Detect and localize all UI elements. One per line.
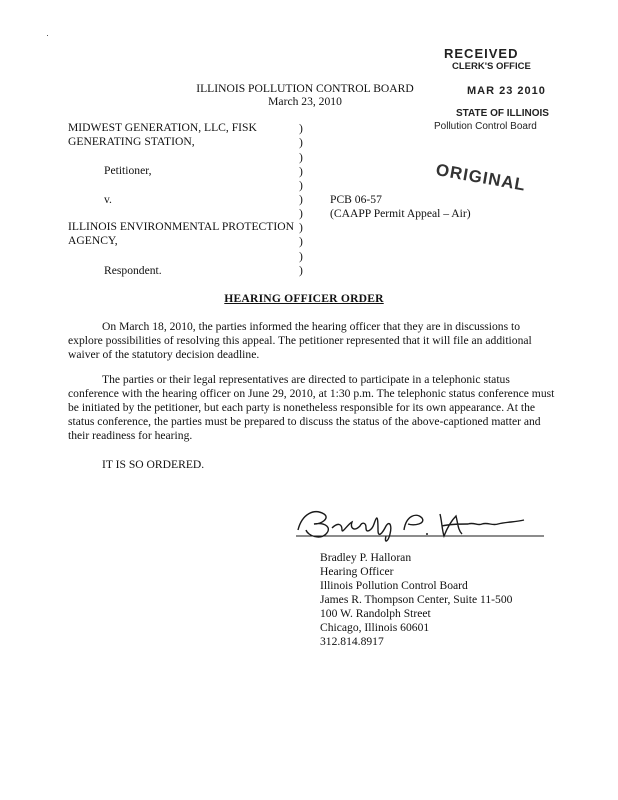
handwritten-signature [292,500,548,544]
paragraph-3 [68,458,555,472]
caption-paren: ) [299,165,303,178]
received-stamp-state: STATE OF ILLINOIS [456,108,549,119]
caption-paren: ) [299,264,303,277]
respondent-line2: AGENCY, [68,234,118,247]
respondent-role: Respondent. [104,264,162,277]
case-type: (CAAPP Permit Appeal – Air) [330,207,471,220]
signer-city: Chicago, Illinois 60601 [320,621,430,634]
original-stamp: ORIGINAL [434,160,528,195]
caption-paren: ) [299,151,303,164]
caption-paren: ) [299,179,303,192]
paragraph-1-text: On March 18, 2010, the parties informed the hearing officer that they are in discussions to explore possibilities of resolving this appeal. The petitioner represented that it will file an additional waiver of the statutory decision deadline. [68,320,532,361]
received-stamp-clerk: CLERK'S OFFICE [452,61,531,72]
petitioner-line2: GENERATING STATION, [68,135,195,148]
scan-speck [47,35,48,36]
paragraph-1 [68,320,555,362]
signer-org: Illinois Pollution Control Board [320,579,468,592]
order-title [0,292,613,306]
order-date: March 23, 2010 [268,95,342,108]
caption-paren: ) [299,221,303,234]
signer-phone: 312.814.8917 [320,635,384,648]
respondent-line1: ILLINOIS ENVIRONMENTAL PROTECTION [68,220,294,233]
petitioner-role: Petitioner, [104,164,152,177]
received-stamp-title: RECEIVED [444,46,519,61]
caption-paren: ) [299,122,303,135]
board-name: ILLINOIS POLLUTION CONTROL BOARD [196,82,414,95]
received-stamp-board: Pollution Control Board [434,121,537,132]
signer-address2: 100 W. Randolph Street [320,607,431,620]
petitioner-line1: MIDWEST GENERATION, LLC, FISK [68,121,257,134]
caption-paren: ) [299,193,303,206]
signer-address1: James R. Thompson Center, Suite 11-500 [320,593,513,606]
case-number: PCB 06-57 [330,193,382,206]
order-title-text: HEARING OFFICER ORDER [224,292,384,305]
received-stamp-date: MAR 23 2010 [467,85,546,97]
signer-name: Bradley P. Halloran [320,551,412,564]
versus: v. [104,193,112,206]
paragraph-3-text: IT IS SO ORDERED. [102,458,205,471]
paragraph-2-text: The parties or their legal representatives are directed to participate in a telephonic status conference with the hearing officer on June 29, 2010, at 1:30 p.m. The telephonic status conference must be initiated by the petitioner, but each party is nonetheless responsible for its own appearance. At the status conference, the parties must be prepared to discuss the status of the above-captioned matter and their readiness for hearing. [68,373,555,442]
caption-paren: ) [299,136,303,149]
caption-paren: ) [299,235,303,248]
caption-paren: ) [299,207,303,220]
signer-title: Hearing Officer [320,565,394,578]
paragraph-2 [68,373,555,443]
caption-paren: ) [299,250,303,263]
